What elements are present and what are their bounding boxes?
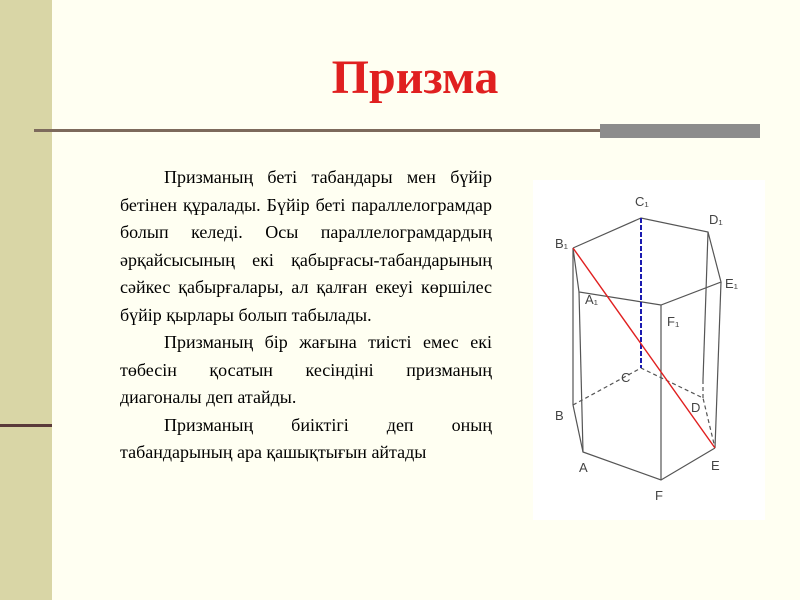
- prism-diagonal-line: [573, 248, 715, 448]
- prism-diagram: [533, 180, 765, 520]
- label-F: F: [655, 488, 663, 503]
- label-D: D: [691, 400, 701, 415]
- label-D1: D₁: [709, 212, 723, 227]
- label-E1: E₁: [725, 276, 739, 291]
- edge-DD1-upper: [703, 232, 708, 380]
- left-bar-mark: [0, 424, 52, 427]
- label-B: B: [555, 408, 564, 423]
- paragraph-height: Призманың биiктiгi деп оның табандарының ара қашықтығын айтады: [120, 414, 492, 462]
- paragraph-diagonal: Призманың бір жағына тиістi емес екi төбесiн қосатын кесiндiнi призманың диагоналы деп атайды.: [120, 332, 492, 407]
- slide-body: [120, 164, 492, 467]
- prism-edges: [573, 218, 721, 480]
- title-divider-accent: [600, 124, 760, 138]
- bottom-face-front: [573, 405, 715, 480]
- edge-EE1: [715, 282, 721, 448]
- label-A: A: [579, 460, 588, 475]
- slide-title: Призма: [331, 51, 499, 104]
- prism-figure: [533, 180, 765, 520]
- label-A1: A₁: [585, 292, 599, 307]
- label-B1: B₁: [555, 236, 569, 251]
- label-F1: F₁: [667, 314, 680, 329]
- paragraph-definition: Призманың беті табандары мен бүйір бетінен құралады. Бүйір беті параллелограмдар болып келеді. Осы параллелограмдардың әрқайсысының екі қабырғасы-табандарының сәйкес қабырғалары, ал қалған екеуі көршілес бүйір қырлары болып табылады.: [120, 167, 492, 325]
- label-C1: C₁: [635, 194, 649, 209]
- label-E: E: [711, 458, 720, 473]
- label-C: C: [621, 370, 631, 385]
- edge-AA1: [579, 292, 583, 452]
